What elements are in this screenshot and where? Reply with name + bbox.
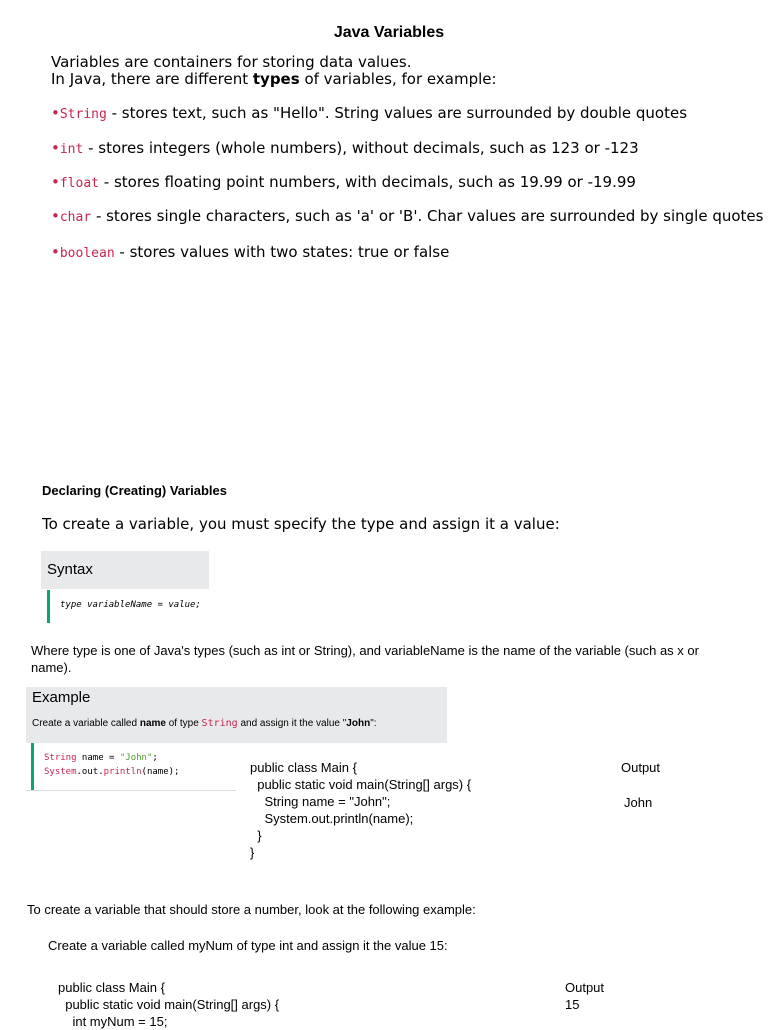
example-description: Create a variable called name of type String and assign it the value "John": bbox=[32, 718, 377, 729]
bullet-string: •String - stores text, such as "Hello". String values are surrounded by double quotes bbox=[51, 104, 688, 122]
syntax-code: type variableName = value; bbox=[60, 600, 201, 610]
example-code-block bbox=[31, 743, 239, 790]
program-1-output-value: John bbox=[624, 795, 653, 810]
bullet-boolean: •boolean - stores values with two states: true or false bbox=[51, 243, 450, 261]
syntax-box bbox=[41, 551, 209, 623]
syntax-header bbox=[41, 551, 209, 589]
number-description: Create a variable called myNum of type int and assign it the value 15: bbox=[48, 938, 448, 953]
program-1-output-label: Output bbox=[621, 760, 661, 775]
bullet-icon: • bbox=[51, 139, 60, 157]
example-code-line-1: String name = "John"; bbox=[44, 753, 158, 763]
bullet-char: •char - stores single characters, such as 'a' or 'B'. Char values are surrounded by single quotes bbox=[51, 207, 764, 225]
declaring-text: To create a variable, you must specify the type and assign it a value: bbox=[42, 515, 560, 533]
program-2-code: public class Main { public static void main(String[] args) { int myNum = 15; bbox=[58, 980, 280, 1029]
bullet-int: •int - stores integers (whole numbers), without decimals, such as 123 or -123 bbox=[51, 139, 639, 157]
syntax-label: Syntax bbox=[47, 561, 93, 578]
program-2-output-label: Output bbox=[565, 980, 605, 995]
section-heading: Declaring (Creating) Variables bbox=[42, 483, 227, 498]
bullet-icon: • bbox=[51, 243, 60, 261]
where-text-line-2: name). bbox=[31, 660, 72, 675]
bullet-float: •float - stores floating point numbers, with decimals, such as 19.99 or -19.99 bbox=[51, 173, 636, 191]
syntax-code-block bbox=[47, 590, 212, 623]
bullet-icon: • bbox=[51, 104, 60, 122]
example-box bbox=[26, 687, 447, 743]
intro-line-1: Variables are containers for storing data values. bbox=[51, 53, 412, 71]
bullet-icon: • bbox=[51, 173, 60, 191]
number-intro: To create a variable that should store a number, look at the following example: bbox=[27, 902, 476, 917]
intro-line-2: In Java, there are different types of variables, for example: bbox=[51, 70, 497, 88]
page-title: Java Variables bbox=[333, 24, 445, 41]
program-1-code: public class Main { public static void main(String[] args) { String name = "John"; System.out.println(name); } } bbox=[250, 760, 472, 860]
divider bbox=[26, 790, 236, 791]
example-label: Example bbox=[32, 689, 91, 706]
where-text-line-1: Where type is one of Java's types (such as int or String), and variableName is the name of the variable (such as x or bbox=[31, 643, 699, 658]
example-code-line-2: System.out.println(name); bbox=[44, 767, 180, 777]
bullet-icon: • bbox=[51, 207, 60, 225]
program-2-output-value: 15 bbox=[565, 997, 580, 1012]
